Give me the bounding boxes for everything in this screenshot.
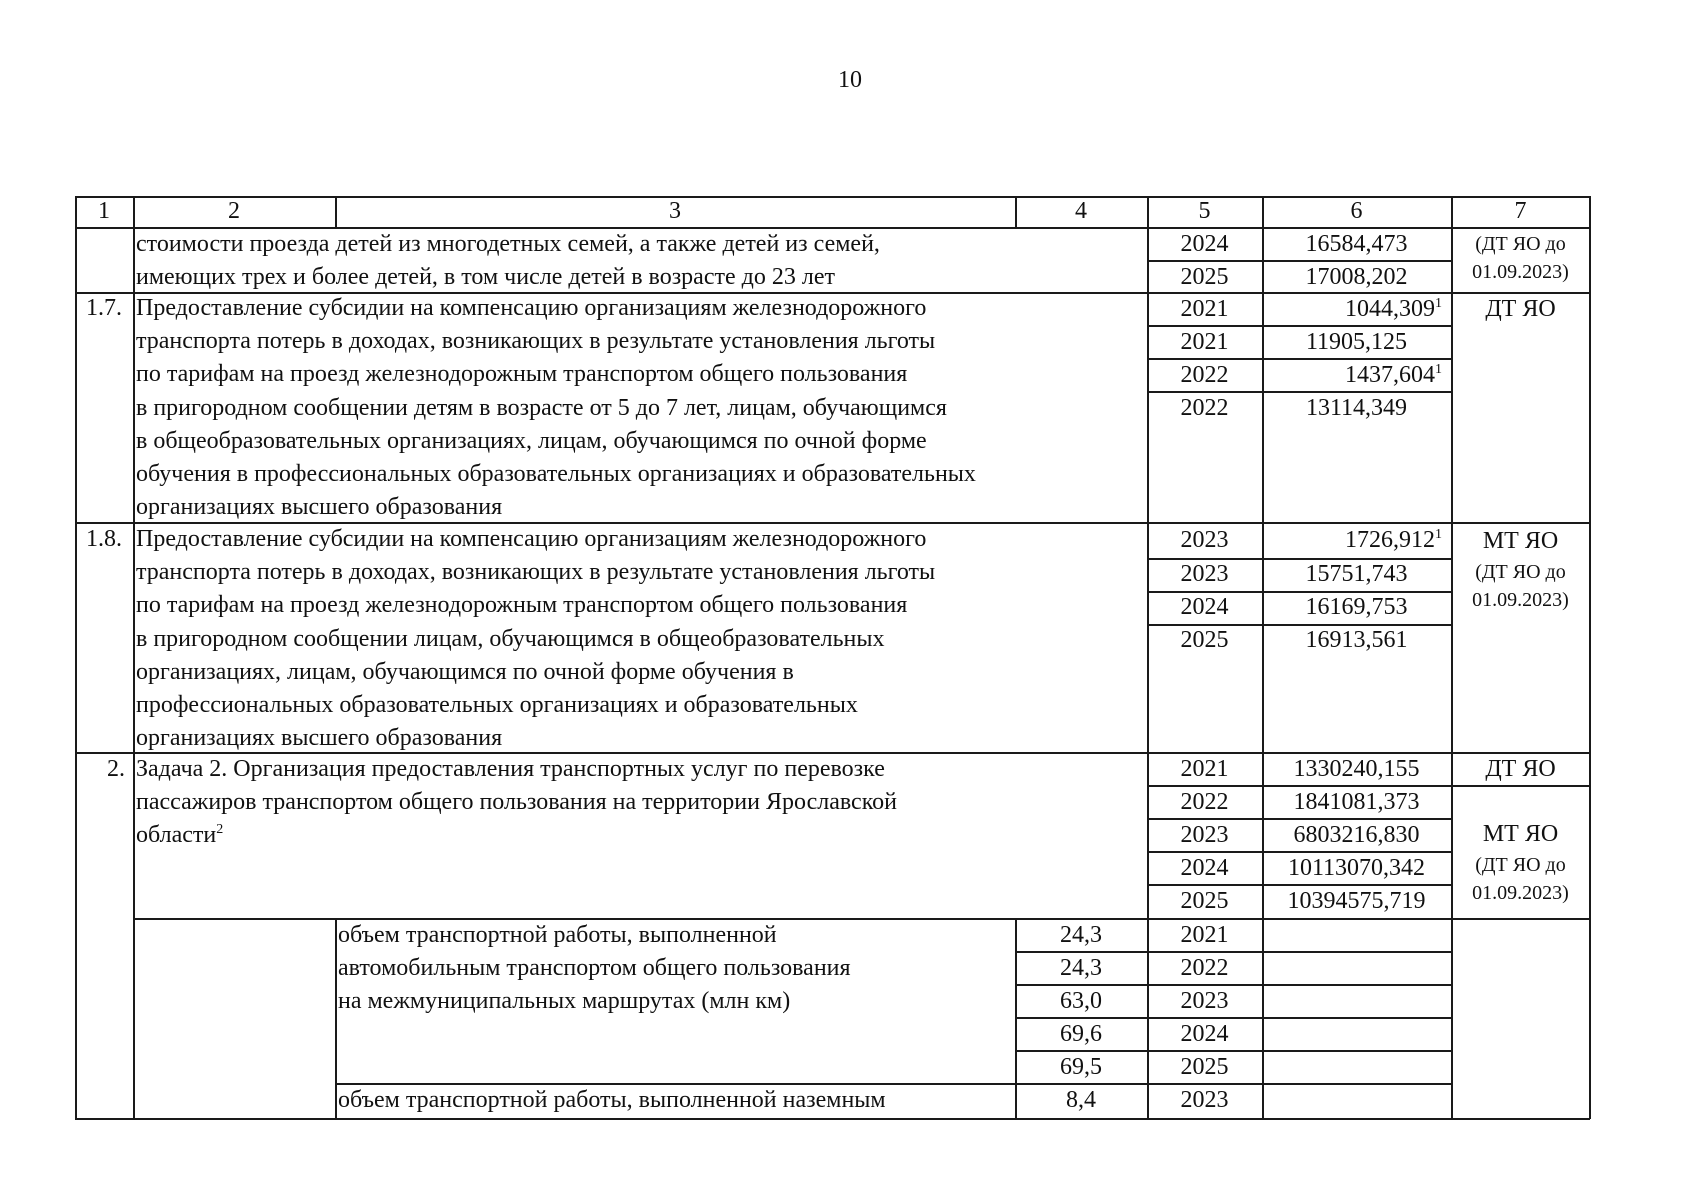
text-line: автомобильным транспортом общего пользования [338,955,851,982]
text-line: Задача 2. Организация предоставления транспортных услуг по перевозке [136,756,885,782]
header-col-2: 2 [228,198,240,224]
year-cell: 2024 [1180,1021,1229,1047]
year-cell: 2021 [1180,329,1229,355]
row-2-description [136,753,897,853]
amount-cell: 16913,561 [1305,627,1408,653]
executor-cell: ДТ ЯО [1485,296,1556,322]
amount-cell: 16169,753 [1305,594,1408,620]
executor-line: МТ ЯО [1482,528,1559,554]
amount-cell: 10394575,719 [1287,888,1426,914]
footnote-mark: 1 [1435,362,1442,377]
year-cell: 2023 [1180,822,1229,848]
text-line: в пригородном сообщении детям в возрасте от 5 до 7 лет, лицам, обучающимся [136,394,947,421]
amount-cell: 1841081,373 [1293,789,1420,815]
executor-cell [1451,525,1590,614]
amount-cell: 16584,473 [1305,231,1408,257]
col-line [335,918,337,1119]
text-line: транспорта потерь в доходах, возникающих в результате установления льготы [136,559,936,586]
text-line: обучения в профессиональных образовательных организациях и образовательных [136,461,976,488]
col-line [133,196,135,1119]
text-line: стоимости проезда детей из многодетных семей, а также детей из семей, [136,231,880,257]
amount-cell: 6803216,830 [1293,822,1420,848]
text-line: пассажиров транспортом общего пользования на территории Ярославской [136,789,897,816]
amount-value: 1726,912 [1345,527,1435,553]
executor-line: (ДТ ЯО до [1475,854,1566,876]
executor-line: 01.09.2023) [1472,261,1569,283]
amount-cell: 11905,125 [1305,329,1408,355]
executor-line: 01.09.2023) [1472,882,1569,904]
text-line: по тарифам на проезд железнодорожным транспортом общего пользования [136,361,908,388]
table-border-right [1589,196,1591,1119]
header-col-4: 4 [1075,198,1087,224]
indicator-value: 24,3 [1060,955,1102,981]
amount-cell: 1330240,155 [1293,756,1420,782]
amount-cell: 10113070,342 [1287,855,1426,881]
amount-cell [1262,293,1442,326]
year-cell: 2023 [1180,988,1229,1014]
row-number: 1.7. [86,295,122,321]
executor-line: (ДТ ЯО до [1475,561,1566,583]
executor-line: МТ ЯО [1482,821,1559,847]
row-cont-description [136,228,880,294]
table-border-left [75,196,77,1119]
executor-cell: ДТ ЯО [1485,756,1556,782]
executor-cell [1451,818,1590,907]
year-cell: 2022 [1180,395,1229,421]
header-col-1: 1 [98,198,110,224]
year-cell: 2022 [1180,362,1229,388]
amount-cell: 17008,202 [1305,264,1408,290]
indicator-value: 24,3 [1060,922,1102,948]
text-line: организациях высшего образования [136,494,503,521]
year-cell: 2024 [1180,231,1229,257]
text-line: в общеобразовательных организациях, лицам, обучающимся по очной форме [136,427,927,454]
indicator-value: 69,6 [1060,1021,1102,1047]
row-17-description [136,292,976,524]
text-line: профессиональных образовательных организациях и образовательных [136,692,858,719]
amount-cell: 13114,349 [1305,395,1408,421]
text-line: Предоставление субсидии на компенсацию организациям железнодорожного [136,295,927,321]
executor-line: (ДТ ЯО до [1475,233,1566,255]
header-col-5: 5 [1198,198,1211,224]
row-18-description [136,523,935,755]
year-cell: 2022 [1180,789,1229,815]
text-line [136,819,897,852]
amount-value: 1044,309 [1345,296,1435,322]
text-line: Предоставление субсидии на компенсацию организациям железнодорожного [136,526,927,552]
year-cell: 2024 [1180,855,1229,881]
year-cell: 2021 [1180,296,1229,322]
page-number: 10 [838,67,862,93]
amount-cell [1262,359,1442,392]
executor-line: 01.09.2023) [1472,589,1569,611]
indicator-1-description [338,919,851,1019]
indicator-value: 69,5 [1060,1054,1102,1080]
text-line: на межмуниципальных маршрутах (млн км) [338,988,791,1015]
header-col-6: 6 [1350,198,1363,224]
indicator-value: 8,4 [1066,1087,1096,1113]
year-cell: 2024 [1180,594,1229,620]
text-line: имеющих трех и более детей, в том числе детей в возрасте до 23 лет [136,264,835,291]
header-col-3: 3 [669,198,681,224]
year-cell: 2025 [1180,1054,1229,1080]
data-table [75,196,1590,1119]
year-cell: 2025 [1180,888,1229,914]
indicator-value: 63,0 [1060,988,1102,1014]
indicator-2-description: объем транспортной работы, выполненной наземным [338,1087,886,1113]
header-col-7: 7 [1514,198,1527,224]
col-line [1451,196,1453,1119]
year-cell: 2023 [1180,527,1229,553]
footnote-mark: 1 [1435,527,1442,542]
row-number: 2. [107,756,125,782]
amount-cell [1262,524,1442,557]
amount-cell: 15751,743 [1305,561,1408,587]
executor-cell [1451,230,1590,286]
text-line: объем транспортной работы, выполненной [338,922,777,948]
amount-value: 1437,604 [1345,362,1435,388]
text-line: организациях высшего образования [136,725,503,752]
year-cell: 2023 [1180,561,1229,587]
year-cell: 2021 [1180,922,1229,948]
row-number: 1.8. [86,526,122,552]
text-fragment: области [136,822,217,849]
table-border-bottom [75,1118,1590,1120]
footnote-mark: 1 [1435,296,1442,311]
year-cell: 2025 [1180,264,1229,290]
footnote-mark: 2 [216,822,224,838]
year-cell: 2021 [1180,756,1229,782]
text-line: организациях, лицам, обучающимся по очной форме обучения в [136,658,794,685]
year-cell: 2022 [1180,955,1229,981]
text-line: транспорта потерь в доходах, возникающих в результате установления льготы [136,328,936,355]
year-cell: 2023 [1180,1087,1229,1113]
year-cell: 2025 [1180,627,1229,653]
text-line: по тарифам на проезд железнодорожным транспортом общего пользования [136,592,908,619]
text-line: в пригородном сообщении лицам, обучающимся в общеобразовательных [136,625,885,652]
